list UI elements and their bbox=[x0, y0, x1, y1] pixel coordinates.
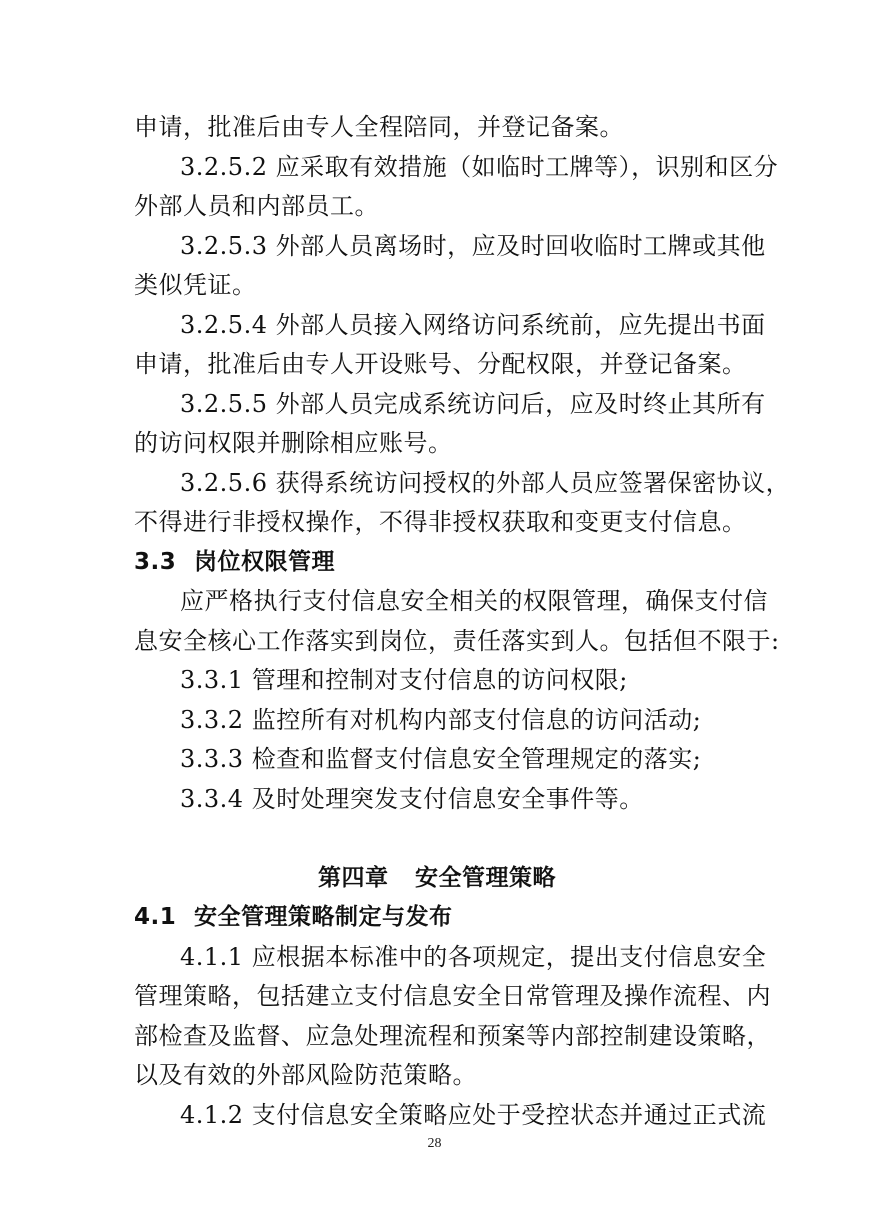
section-number: 3.3 bbox=[134, 548, 177, 575]
section-title: 岗位权限管理 bbox=[194, 548, 335, 575]
body-line: 外部人员和内部员工。 bbox=[134, 192, 379, 220]
list-item: 3.3.2 监控所有对机构内部支付信息的访问活动; bbox=[180, 705, 702, 734]
section-heading-4-1 bbox=[134, 898, 740, 938]
section-heading-3-3 bbox=[134, 543, 740, 583]
page-number: 28 bbox=[427, 1136, 442, 1151]
body-line: 4.1.2 支付信息安全策略应处于受控状态并通过正式流 bbox=[180, 1100, 767, 1129]
chapter-title: 第四章 安全管理策略 bbox=[317, 864, 556, 891]
body-line: 3.2.5.2 应采取有效措施（如临时工牌等），识别和区分 bbox=[180, 152, 779, 181]
body-line: 应严格执行支付信息安全相关的权限管理，确保支付信 bbox=[180, 587, 768, 615]
body-line: 申请，批准后由专人全程陪同，并登记备案。 bbox=[134, 113, 624, 141]
list-item: 3.3.1 管理和控制对支付信息的访问权限; bbox=[180, 666, 628, 694]
list-item: 3.3.4 及时处理突发支付信息安全事件等。 bbox=[180, 784, 644, 813]
body-line: 部检查及监督、应急处理流程和预案等内部控制建设策略， bbox=[134, 1021, 771, 1050]
body-line: 3.2.5.3 外部人员离场时，应及时回收临时工牌或其他 bbox=[180, 231, 766, 260]
body-line: 息安全核心工作落实到岗位，责任落实到人。包括但不限于: bbox=[134, 626, 780, 655]
section-title: 安全管理策略制定与发布 bbox=[194, 904, 453, 930]
list-item: 3.3.3 检查和监督支付信息安全管理规定的落实; bbox=[180, 745, 702, 773]
body-line: 4.1.1 应根据本标准中的各项规定，提出支付信息安全 bbox=[180, 942, 767, 971]
body-line: 3.2.5.6 获得系统访问授权的外部人员应签署保密协议， bbox=[180, 468, 791, 497]
page-body bbox=[134, 108, 791, 1135]
body-line: 的访问权限并删除相应账号。 bbox=[134, 429, 453, 457]
body-line: 3.2.5.5 外部人员完成系统访问后，应及时终止其所有 bbox=[180, 389, 766, 418]
body-line: 管理策略，包括建立支付信息安全日常管理及操作流程、内 bbox=[134, 982, 771, 1010]
spacer bbox=[134, 819, 740, 859]
body-line: 类似凭证。 bbox=[134, 271, 257, 299]
body-line: 不得进行非授权操作，不得非授权获取和变更支付信息。 bbox=[134, 508, 747, 536]
section-number: 4.1 bbox=[134, 904, 177, 930]
body-line: 申请，批准后由专人开设账号、分配权限，并登记备案。 bbox=[134, 350, 747, 378]
body-line: 3.2.5.4 外部人员接入网络访问系统前，应先提出书面 bbox=[180, 310, 766, 339]
body-line: 以及有效的外部风险防范策略。 bbox=[134, 1061, 477, 1089]
